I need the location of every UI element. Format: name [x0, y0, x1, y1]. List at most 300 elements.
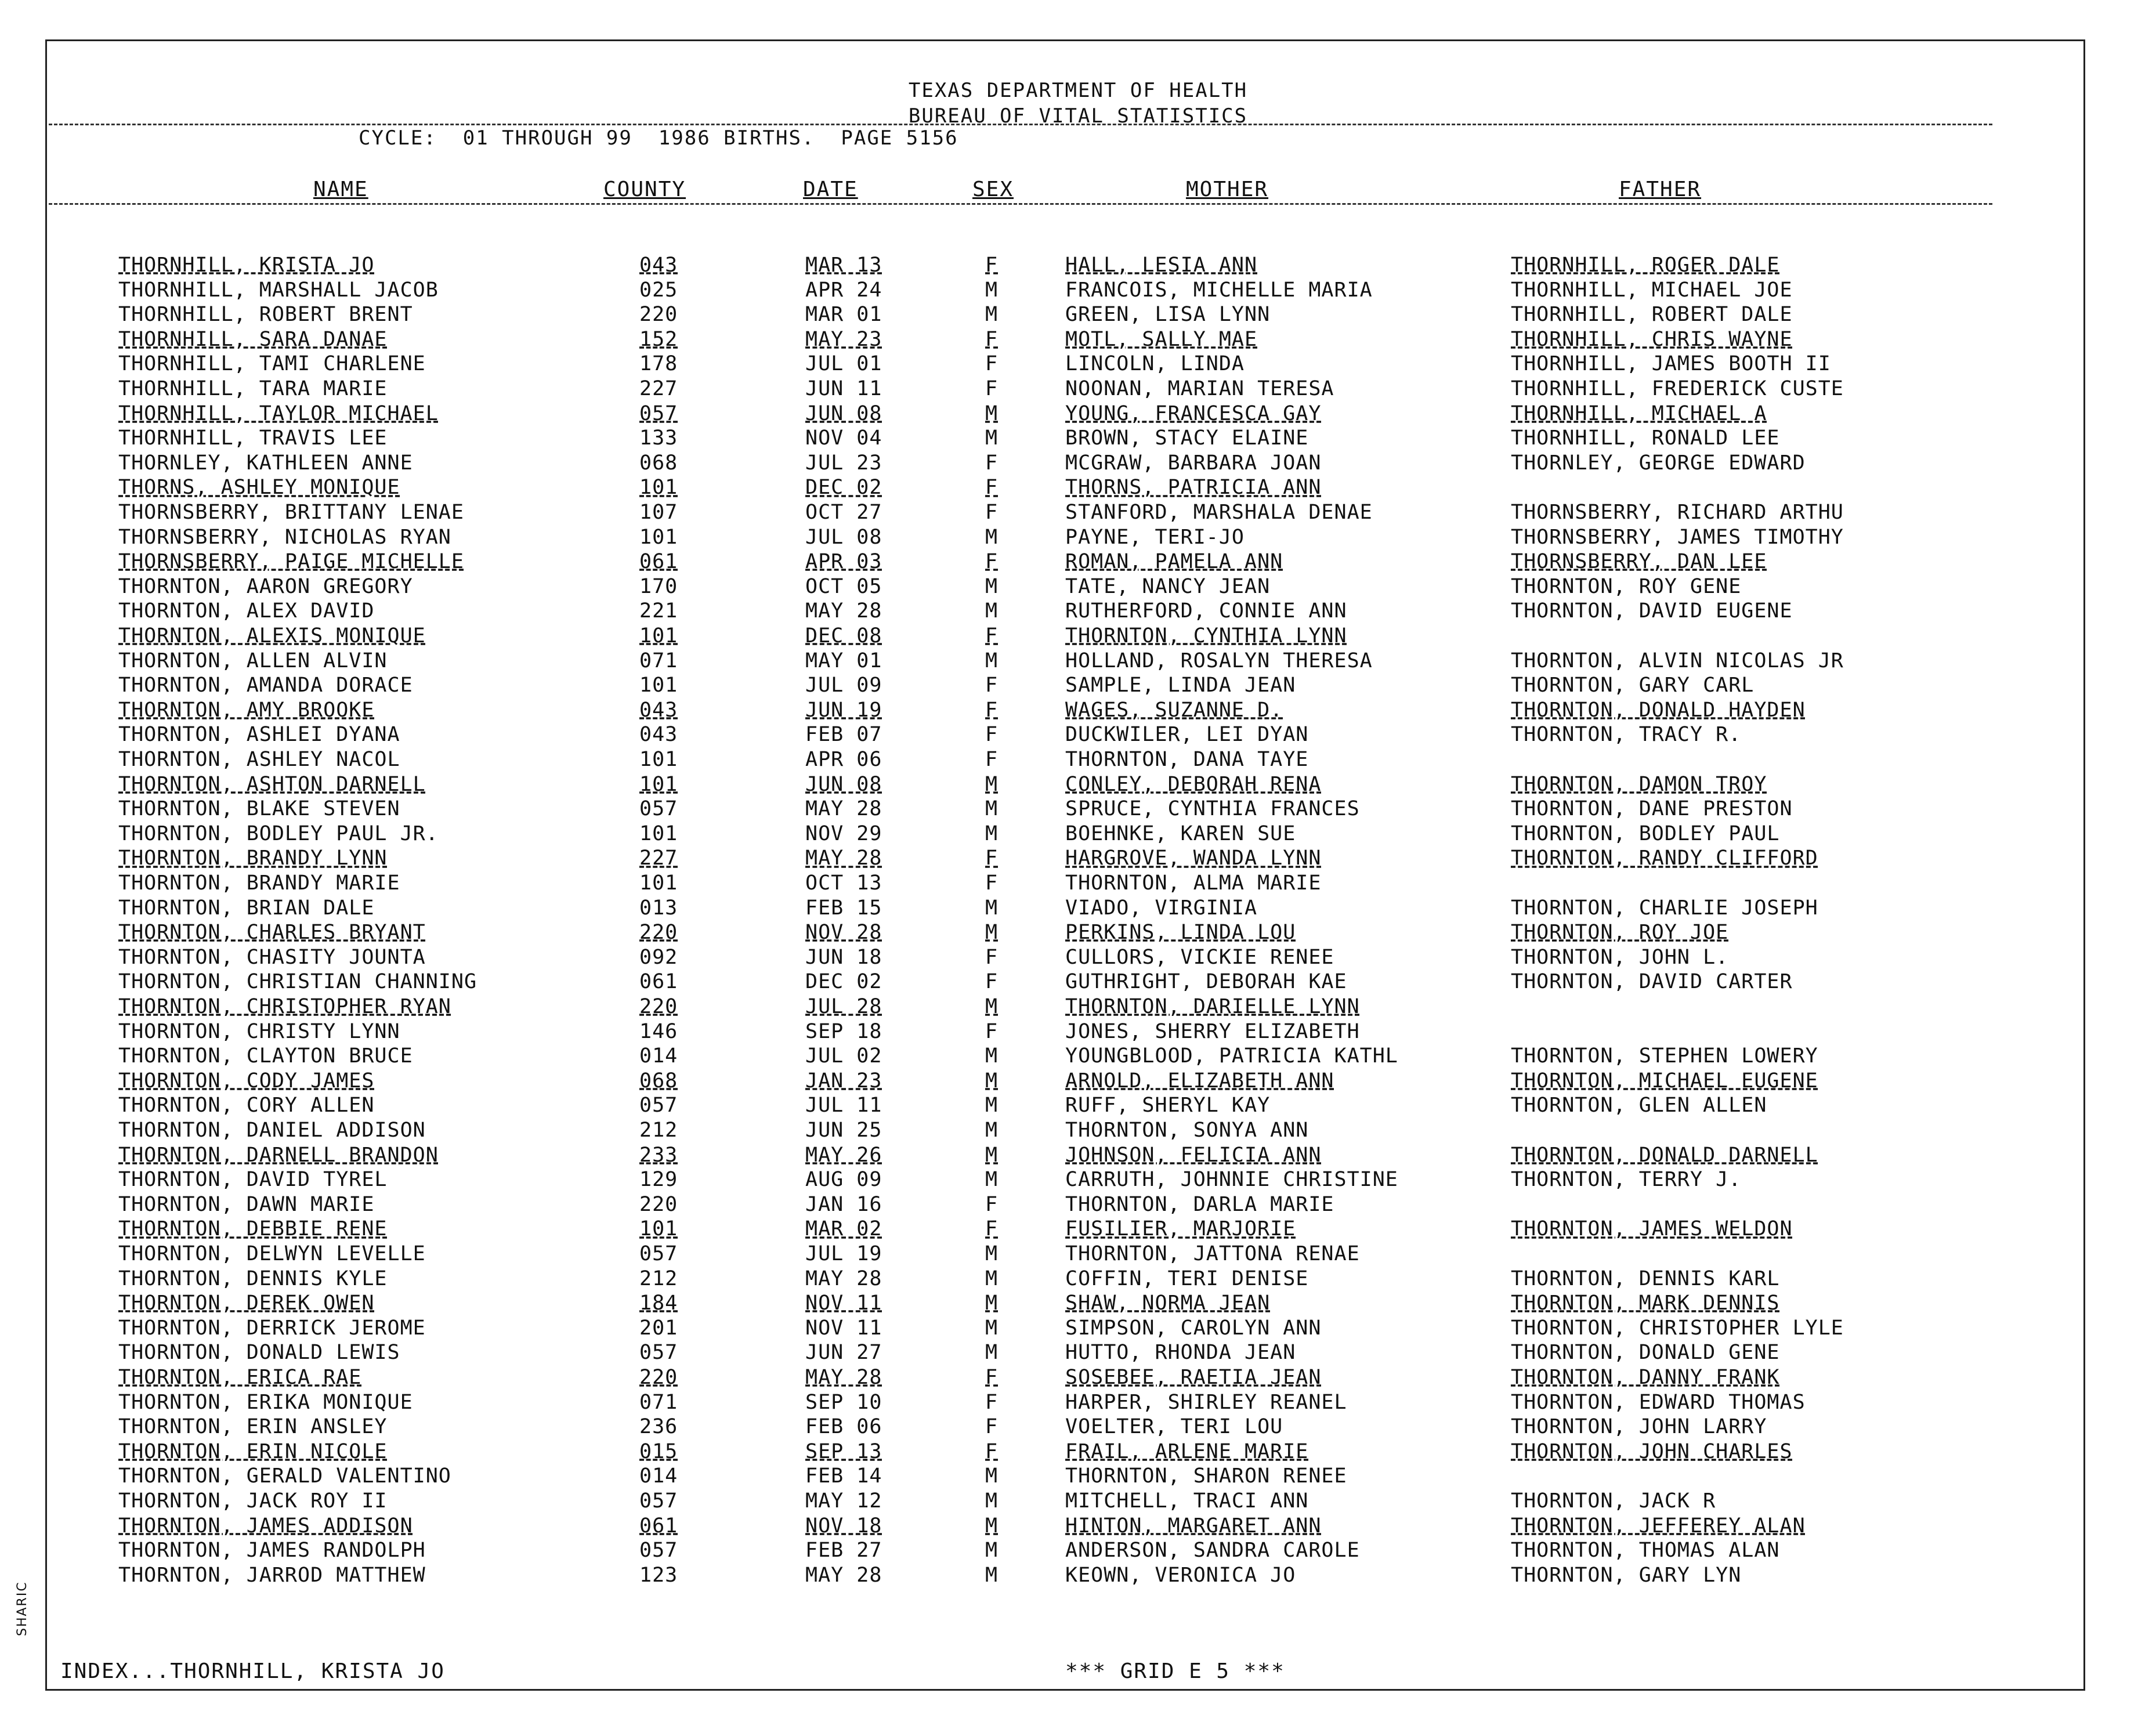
cell-date: JUN 27	[805, 1341, 882, 1365]
cell-date: JUL 11	[805, 1094, 882, 1117]
cell-father: THORNHILL, ROGER DALE	[1511, 254, 1780, 277]
cell-mother: MITCHELL, TRACI ANN	[1065, 1489, 1309, 1513]
cell-name: THORNTON, ERIN NICOLE	[118, 1439, 388, 1463]
cell-name: THORNTON, DARNELL BRANDON	[118, 1143, 439, 1167]
cell-county: 101	[639, 822, 678, 845]
cell-sex: M	[985, 1292, 999, 1315]
cell-date: FEB 06	[805, 1415, 882, 1439]
cell-father: THORNTON, JEFFEREY ALAN	[1511, 1514, 1806, 1538]
cell-date: NOV 28	[805, 921, 882, 945]
cell-father: THORNTON, GLEN ALLEN	[1511, 1094, 1767, 1117]
cell-date: NOV 18	[805, 1514, 882, 1538]
cell-sex: M	[985, 1242, 999, 1265]
cell-mother: MOTL, SALLY MAE	[1065, 327, 1258, 351]
cell-name: THORNHILL, TAYLOR MICHAEL	[118, 401, 439, 425]
cell-sex: F	[985, 327, 999, 351]
cell-county: 092	[639, 945, 678, 969]
cell-mother: BROWN, STACY ELAINE	[1065, 426, 1309, 450]
cell-sex: M	[985, 1143, 999, 1167]
cell-name: THORNTON, CHRISTY LYNN	[118, 1019, 400, 1043]
cell-name: THORNTON, ALEXIS MONIQUE	[118, 624, 426, 648]
cell-father: THORNTON, MICHAEL EUGENE	[1511, 1069, 1818, 1093]
cell-mother: KEOWN, VERONICA JO	[1065, 1563, 1296, 1587]
cell-sex: M	[985, 1464, 999, 1488]
column-header-sex: SEX	[972, 178, 1014, 201]
cell-father: THORNLEY, GEORGE EDWARD	[1511, 451, 1806, 475]
cell-name: THORNHILL, TARA MARIE	[118, 377, 388, 400]
cell-county: 233	[639, 1143, 678, 1167]
cell-father: THORNTON, ALVIN NICOLAS JR	[1511, 649, 1844, 672]
cell-sex: M	[985, 822, 999, 845]
cell-sex: M	[985, 1168, 999, 1192]
agency-title: TEXAS DEPARTMENT OF HEALTH	[908, 79, 1248, 102]
cell-sex: F	[985, 1019, 999, 1043]
cell-county: 057	[639, 797, 678, 821]
cell-date: MAY 28	[805, 797, 882, 821]
cell-sex: F	[985, 748, 999, 771]
cell-mother: THORNTON, ALMA MARIE	[1065, 871, 1322, 895]
cell-name: THORNTON, ALLEN ALVIN	[118, 649, 388, 672]
cell-father: THORNTON, MARK DENNIS	[1511, 1292, 1780, 1315]
cell-sex: M	[985, 303, 999, 327]
cell-county: 068	[639, 1069, 678, 1093]
cell-date: JUN 18	[805, 945, 882, 969]
cell-mother: THORNTON, JATTONA RENAE	[1065, 1242, 1360, 1265]
column-header-mother: MOTHER	[1186, 178, 1269, 201]
cell-name: THORNTON, BLAKE STEVEN	[118, 797, 400, 821]
cell-date: OCT 13	[805, 871, 882, 895]
cell-county: 184	[639, 1292, 678, 1315]
cell-date: JUN 08	[805, 401, 882, 425]
cell-mother: HUTTO, RHONDA JEAN	[1065, 1341, 1296, 1365]
cell-sex: F	[985, 970, 999, 994]
cell-father: THORNTON, ROY JOE	[1511, 921, 1729, 945]
cell-sex: F	[985, 624, 999, 648]
cell-county: 178	[639, 352, 678, 376]
cell-name: THORNTON, DAWN MARIE	[118, 1192, 375, 1216]
cell-father: THORNTON, DAMON TROY	[1511, 772, 1767, 796]
cell-county: 133	[639, 426, 678, 450]
cell-mother: THORNTON, CYNTHIA LYNN	[1065, 624, 1347, 648]
cell-date: JUL 23	[805, 451, 882, 475]
cell-date: MAY 28	[805, 599, 882, 623]
cell-name: THORNTON, DAVID TYREL	[118, 1168, 388, 1192]
cell-mother: BOEHNKE, KAREN SUE	[1065, 822, 1296, 845]
cell-mother: THORNTON, DARIELLE LYNN	[1065, 995, 1360, 1018]
cell-sex: M	[985, 599, 999, 623]
cell-mother: THORNTON, DARLA MARIE	[1065, 1192, 1334, 1216]
cell-name: THORNTON, JAMES RANDOLPH	[118, 1539, 426, 1562]
cell-date: OCT 05	[805, 574, 882, 598]
cell-name: THORNSBERRY, NICHOLAS RYAN	[118, 525, 451, 549]
cell-county: 101	[639, 871, 678, 895]
cell-father: THORNTON, GARY LYN	[1511, 1563, 1742, 1587]
cell-name: THORNTON, DEBBIE RENE	[118, 1217, 388, 1241]
cell-county: 146	[639, 1019, 678, 1043]
cell-date: JUL 09	[805, 674, 882, 697]
cell-date: MAY 28	[805, 1563, 882, 1587]
cell-sex: M	[985, 797, 999, 821]
cell-county: 220	[639, 1366, 678, 1389]
cell-father: THORNHILL, FREDERICK CUSTE	[1511, 377, 1844, 400]
cell-mother: JOHNSON, FELICIA ANN	[1065, 1143, 1322, 1167]
cell-mother: COFFIN, TERI DENISE	[1065, 1267, 1309, 1290]
cell-mother: THORNS, PATRICIA ANN	[1065, 476, 1322, 500]
cell-county: 057	[639, 1341, 678, 1365]
cell-mother: PAYNE, TERI-JO	[1065, 525, 1245, 549]
cell-mother: LINCOLN, LINDA	[1065, 352, 1245, 376]
cell-father: THORNTON, STEPHEN LOWERY	[1511, 1044, 1818, 1068]
cell-sex: F	[985, 723, 999, 747]
cell-father: THORNHILL, MICHAEL A	[1511, 401, 1767, 425]
cell-sex: M	[985, 278, 999, 302]
cell-father: THORNTON, EDWARD THOMAS	[1511, 1390, 1806, 1414]
cell-date: FEB 14	[805, 1464, 882, 1488]
cell-name: THORNTON, ERIN ANSLEY	[118, 1415, 388, 1439]
cell-county: 057	[639, 1242, 678, 1265]
cell-date: MAR 01	[805, 303, 882, 327]
cell-date: SEP 13	[805, 1439, 882, 1463]
cell-sex: F	[985, 1366, 999, 1389]
cell-sex: M	[985, 1316, 999, 1340]
cell-father: THORNTON, JAMES WELDON	[1511, 1217, 1793, 1241]
cell-mother: HINTON, MARGARET ANN	[1065, 1514, 1322, 1538]
cell-father: THORNTON, JOHN LARRY	[1511, 1415, 1767, 1439]
cell-county: 101	[639, 525, 678, 549]
cell-date: JAN 23	[805, 1069, 882, 1093]
cell-county: 043	[639, 698, 678, 722]
cell-date: NOV 11	[805, 1292, 882, 1315]
cell-date: FEB 27	[805, 1539, 882, 1562]
cell-father: THORNTON, DONALD GENE	[1511, 1341, 1780, 1365]
cell-date: MAY 28	[805, 1267, 882, 1290]
cell-date: JUN 19	[805, 698, 882, 722]
cell-county: 220	[639, 1192, 678, 1216]
cell-date: NOV 11	[805, 1316, 882, 1340]
cell-sex: F	[985, 476, 999, 500]
cell-sex: M	[985, 525, 999, 549]
cell-sex: M	[985, 1267, 999, 1290]
cell-name: THORNHILL, TAMI CHARLENE	[118, 352, 426, 376]
cell-county: 152	[639, 327, 678, 351]
cell-mother: FRANCOIS, MICHELLE MARIA	[1065, 278, 1373, 302]
cell-date: MAY 26	[805, 1143, 882, 1167]
cell-name: THORNTON, CHRISTOPHER RYAN	[118, 995, 451, 1018]
cell-date: MAY 28	[805, 1366, 882, 1389]
footer-grid: *** GRID E 5 ***	[1065, 1659, 1285, 1683]
cell-county: 107	[639, 501, 678, 524]
cell-county: 129	[639, 1168, 678, 1192]
cell-county: 101	[639, 476, 678, 500]
cell-mother: RUFF, SHERYL KAY	[1065, 1094, 1271, 1117]
cell-father: THORNTON, JACK R	[1511, 1489, 1716, 1513]
cell-name: THORNTON, AMY BROOKE	[118, 698, 375, 722]
cell-sex: M	[985, 896, 999, 920]
column-header-name: NAME	[313, 178, 368, 201]
cell-father: THORNTON, BODLEY PAUL	[1511, 822, 1780, 845]
cell-sex: M	[985, 772, 999, 796]
cell-name: THORNTON, ERIKA MONIQUE	[118, 1390, 413, 1414]
cell-date: MAR 13	[805, 254, 882, 277]
cell-mother: NOONAN, MARIAN TERESA	[1065, 377, 1334, 400]
cell-name: THORNLEY, KATHLEEN ANNE	[118, 451, 413, 475]
cell-father: THORNSBERRY, DAN LEE	[1511, 550, 1767, 574]
cell-father: THORNTON, TERRY J.	[1511, 1168, 1742, 1192]
cell-sex: M	[985, 1119, 999, 1142]
cell-father: THORNHILL, JAMES BOOTH II	[1511, 352, 1831, 376]
cell-mother: HOLLAND, ROSALYN THERESA	[1065, 649, 1373, 672]
cell-date: JUL 08	[805, 525, 882, 549]
cell-mother: GREEN, LISA LYNN	[1065, 303, 1271, 327]
cell-date: DEC 02	[805, 476, 882, 500]
cell-sex: M	[985, 1094, 999, 1117]
cell-date: JUN 11	[805, 377, 882, 400]
cell-mother: FUSILIER, MARJORIE	[1065, 1217, 1296, 1241]
cell-mother: YOUNG, FRANCESCA GAY	[1065, 401, 1322, 425]
cell-date: DEC 08	[805, 624, 882, 648]
cell-name: THORNTON, JAMES ADDISON	[118, 1514, 413, 1538]
cell-father: THORNTON, THOMAS ALAN	[1511, 1539, 1780, 1562]
cell-name: THORNTON, ALEX DAVID	[118, 599, 375, 623]
cell-sex: F	[985, 254, 999, 277]
cell-father: THORNTON, JOHN L.	[1511, 945, 1729, 969]
cell-father: THORNHILL, RONALD LEE	[1511, 426, 1780, 450]
cell-date: JUN 25	[805, 1119, 882, 1142]
cell-county: 201	[639, 1316, 678, 1340]
cell-sex: M	[985, 401, 999, 425]
cell-father: THORNTON, DONALD DARNELL	[1511, 1143, 1818, 1167]
cell-mother: ROMAN, PAMELA ANN	[1065, 550, 1283, 574]
cell-county: 057	[639, 1094, 678, 1117]
column-header-county: COUNTY	[603, 178, 686, 201]
cell-mother: SIMPSON, CAROLYN ANN	[1065, 1316, 1322, 1340]
cell-mother: CULLORS, VICKIE RENEE	[1065, 945, 1334, 969]
cell-name: THORNSBERRY, PAIGE MICHELLE	[118, 550, 464, 574]
cell-mother: FRAIL, ARLENE MARIE	[1065, 1439, 1309, 1463]
cell-name: THORNTON, JARROD MATTHEW	[118, 1563, 426, 1587]
cell-father: THORNTON, DENNIS KARL	[1511, 1267, 1780, 1290]
cell-county: 221	[639, 599, 678, 623]
cell-name: THORNTON, DEREK OWEN	[118, 1292, 375, 1315]
cell-sex: M	[985, 1539, 999, 1562]
cell-father: THORNHILL, MICHAEL JOE	[1511, 278, 1793, 302]
cell-mother: GUTHRIGHT, DEBORAH KAE	[1065, 970, 1347, 994]
cell-name: THORNTON, CHRISTIAN CHANNING	[118, 970, 477, 994]
cell-county: 220	[639, 921, 678, 945]
cell-mother: THORNTON, SONYA ANN	[1065, 1119, 1309, 1142]
cell-sex: M	[985, 1069, 999, 1093]
cell-father: THORNHILL, ROBERT DALE	[1511, 303, 1793, 327]
cell-sex: M	[985, 574, 999, 598]
cell-father: THORNTON, DONALD HAYDEN	[1511, 698, 1806, 722]
cell-name: THORNTON, ASHLEY NACOL	[118, 748, 400, 771]
cell-sex: M	[985, 1044, 999, 1068]
cell-name: THORNHILL, MARSHALL JACOB	[118, 278, 439, 302]
cell-county: 236	[639, 1415, 678, 1439]
cell-mother: SPRUCE, CYNTHIA FRANCES	[1065, 797, 1360, 821]
cell-name: THORNTON, CODY JAMES	[118, 1069, 375, 1093]
cell-date: SEP 10	[805, 1390, 882, 1414]
cell-mother: RUTHERFORD, CONNIE ANN	[1065, 599, 1347, 623]
cell-county: 101	[639, 748, 678, 771]
cell-mother: HALL, LESIA ANN	[1065, 254, 1258, 277]
cell-name: THORNTON, CORY ALLEN	[118, 1094, 375, 1117]
cell-county: 101	[639, 772, 678, 796]
cell-date: MAY 23	[805, 327, 882, 351]
cell-date: MAY 01	[805, 649, 882, 672]
cell-father: THORNTON, CHRISTOPHER LYLE	[1511, 1316, 1844, 1340]
cell-date: MAY 28	[805, 847, 882, 870]
cell-date: NOV 04	[805, 426, 882, 450]
cell-sex: F	[985, 674, 999, 697]
cell-name: THORNTON, AMANDA DORACE	[118, 674, 413, 697]
cell-date: APR 06	[805, 748, 882, 771]
cell-sex: F	[985, 847, 999, 870]
cell-father: THORNTON, ROY GENE	[1511, 574, 1742, 598]
cell-father: THORNTON, JOHN CHARLES	[1511, 1439, 1793, 1463]
cell-name: THORNTON, ERICA RAE	[118, 1366, 362, 1389]
cell-sex: M	[985, 1563, 999, 1587]
cell-mother: ARNOLD, ELIZABETH ANN	[1065, 1069, 1334, 1093]
cell-name: THORNTON, DERRICK JEROME	[118, 1316, 426, 1340]
cell-county: 043	[639, 723, 678, 747]
cell-father: THORNTON, DAVID CARTER	[1511, 970, 1793, 994]
cell-mother: PERKINS, LINDA LOU	[1065, 921, 1296, 945]
cell-father: THORNSBERRY, RICHARD ARTHU	[1511, 501, 1844, 524]
cell-county: 043	[639, 254, 678, 277]
cell-mother: VIADO, VIRGINIA	[1065, 896, 1258, 920]
cell-father: THORNTON, TRACY R.	[1511, 723, 1742, 747]
cell-mother: VOELTER, TERI LOU	[1065, 1415, 1283, 1439]
cell-date: JUL 02	[805, 1044, 882, 1068]
cell-sex: M	[985, 1341, 999, 1365]
cell-county: 025	[639, 278, 678, 302]
cell-mother: THORNTON, DANA TAYE	[1065, 748, 1309, 771]
cell-county: 014	[639, 1464, 678, 1488]
cycle-line: CYCLE: 01 THROUGH 99 1986 BIRTHS. PAGE 5156	[359, 126, 958, 150]
cell-county: 057	[639, 401, 678, 425]
cell-sex: M	[985, 921, 999, 945]
cell-sex: F	[985, 1390, 999, 1414]
cell-sex: F	[985, 1217, 999, 1241]
cell-sex: F	[985, 945, 999, 969]
cell-father: THORNSBERRY, JAMES TIMOTHY	[1511, 525, 1844, 549]
cell-date: MAR 02	[805, 1217, 882, 1241]
cell-date: MAY 12	[805, 1489, 882, 1513]
cell-county: 227	[639, 847, 678, 870]
cell-mother: MCGRAW, BARBARA JOAN	[1065, 451, 1322, 475]
cell-sex: F	[985, 352, 999, 376]
cell-name: THORNTON, DENNIS KYLE	[118, 1267, 388, 1290]
cell-sex: F	[985, 501, 999, 524]
cell-mother: HARPER, SHIRLEY REANEL	[1065, 1390, 1347, 1414]
cell-father: THORNTON, DANE PRESTON	[1511, 797, 1793, 821]
cell-name: THORNTON, JACK ROY II	[118, 1489, 388, 1513]
footer-index: INDEX...THORNHILL, KRISTA JO	[60, 1659, 445, 1683]
cell-name: THORNTON, CHARLES BRYANT	[118, 921, 426, 945]
cell-date: FEB 15	[805, 896, 882, 920]
column-header-divider	[49, 203, 1992, 205]
cell-sex: M	[985, 995, 999, 1018]
cell-county: 014	[639, 1044, 678, 1068]
cell-mother: SAMPLE, LINDA JEAN	[1065, 674, 1296, 697]
cell-date: OCT 27	[805, 501, 882, 524]
cell-date: JUL 28	[805, 995, 882, 1018]
cell-mother: DUCKWILER, LEI DYAN	[1065, 723, 1309, 747]
cell-county: 212	[639, 1267, 678, 1290]
cell-father: THORNTON, DANNY FRANK	[1511, 1366, 1780, 1389]
cell-name: THORNTON, ASHTON DARNELL	[118, 772, 426, 796]
cell-name: THORNTON, DANIEL ADDISON	[118, 1119, 426, 1142]
cell-name: THORNTON, BRANDY MARIE	[118, 871, 400, 895]
cell-county: 071	[639, 649, 678, 672]
cell-mother: THORNTON, SHARON RENEE	[1065, 1464, 1347, 1488]
cell-name: THORNTON, BRANDY LYNN	[118, 847, 388, 870]
side-stamp: SHARIC	[15, 1581, 30, 1636]
cell-date: JUL 19	[805, 1242, 882, 1265]
cell-county: 061	[639, 970, 678, 994]
cell-sex: M	[985, 649, 999, 672]
cell-name: THORNTON, DONALD LEWIS	[118, 1341, 400, 1365]
cell-date: JAN 16	[805, 1192, 882, 1216]
page-frame	[45, 39, 2085, 1691]
cell-county: 220	[639, 303, 678, 327]
cell-name: THORNTON, BODLEY PAUL JR.	[118, 822, 439, 845]
header-divider	[49, 124, 1992, 125]
bureau-title: BUREAU OF VITAL STATISTICS	[908, 104, 1248, 128]
cell-county: 057	[639, 1539, 678, 1562]
cell-father: THORNTON, CHARLIE JOSEPH	[1511, 896, 1818, 920]
cell-date: APR 24	[805, 278, 882, 302]
cell-mother: SHAW, NORMA JEAN	[1065, 1292, 1271, 1315]
cell-date: NOV 29	[805, 822, 882, 845]
cell-sex: F	[985, 451, 999, 475]
cell-name: THORNTON, DELWYN LEVELLE	[118, 1242, 426, 1265]
cell-date: DEC 02	[805, 970, 882, 994]
cell-name: THORNTON, CHASITY JOUNTA	[118, 945, 426, 969]
cell-mother: STANFORD, MARSHALA DENAE	[1065, 501, 1373, 524]
cell-mother: CONLEY, DEBORAH RENA	[1065, 772, 1322, 796]
cell-county: 123	[639, 1563, 678, 1587]
column-header-date: DATE	[803, 178, 858, 201]
cell-father: THORNTON, DAVID EUGENE	[1511, 599, 1793, 623]
cell-date: APR 03	[805, 550, 882, 574]
cell-date: SEP 18	[805, 1019, 882, 1043]
cell-county: 227	[639, 377, 678, 400]
cell-county: 101	[639, 1217, 678, 1241]
cell-sex: F	[985, 550, 999, 574]
cell-sex: F	[985, 1439, 999, 1463]
cell-sex: F	[985, 698, 999, 722]
cell-mother: SOSEBEE, RAETIA JEAN	[1065, 1366, 1322, 1389]
cell-mother: ANDERSON, SANDRA CAROLE	[1065, 1539, 1360, 1562]
cell-county: 068	[639, 451, 678, 475]
cell-mother: TATE, NANCY JEAN	[1065, 574, 1271, 598]
cell-county: 015	[639, 1439, 678, 1463]
cell-mother: YOUNGBLOOD, PATRICIA KATHL	[1065, 1044, 1398, 1068]
cell-county: 013	[639, 896, 678, 920]
cell-name: THORNHILL, ROBERT BRENT	[118, 303, 413, 327]
cell-name: THORNTON, CLAYTON BRUCE	[118, 1044, 413, 1068]
cell-mother: CARRUTH, JOHNNIE CHRISTINE	[1065, 1168, 1398, 1192]
cell-mother: JONES, SHERRY ELIZABETH	[1065, 1019, 1360, 1043]
cell-father: THORNTON, RANDY CLIFFORD	[1511, 847, 1818, 870]
cell-mother: HARGROVE, WANDA LYNN	[1065, 847, 1322, 870]
cell-county: 061	[639, 1514, 678, 1538]
cell-date: AUG 09	[805, 1168, 882, 1192]
cell-county: 101	[639, 624, 678, 648]
cell-name: THORNTON, ASHLEI DYANA	[118, 723, 400, 747]
